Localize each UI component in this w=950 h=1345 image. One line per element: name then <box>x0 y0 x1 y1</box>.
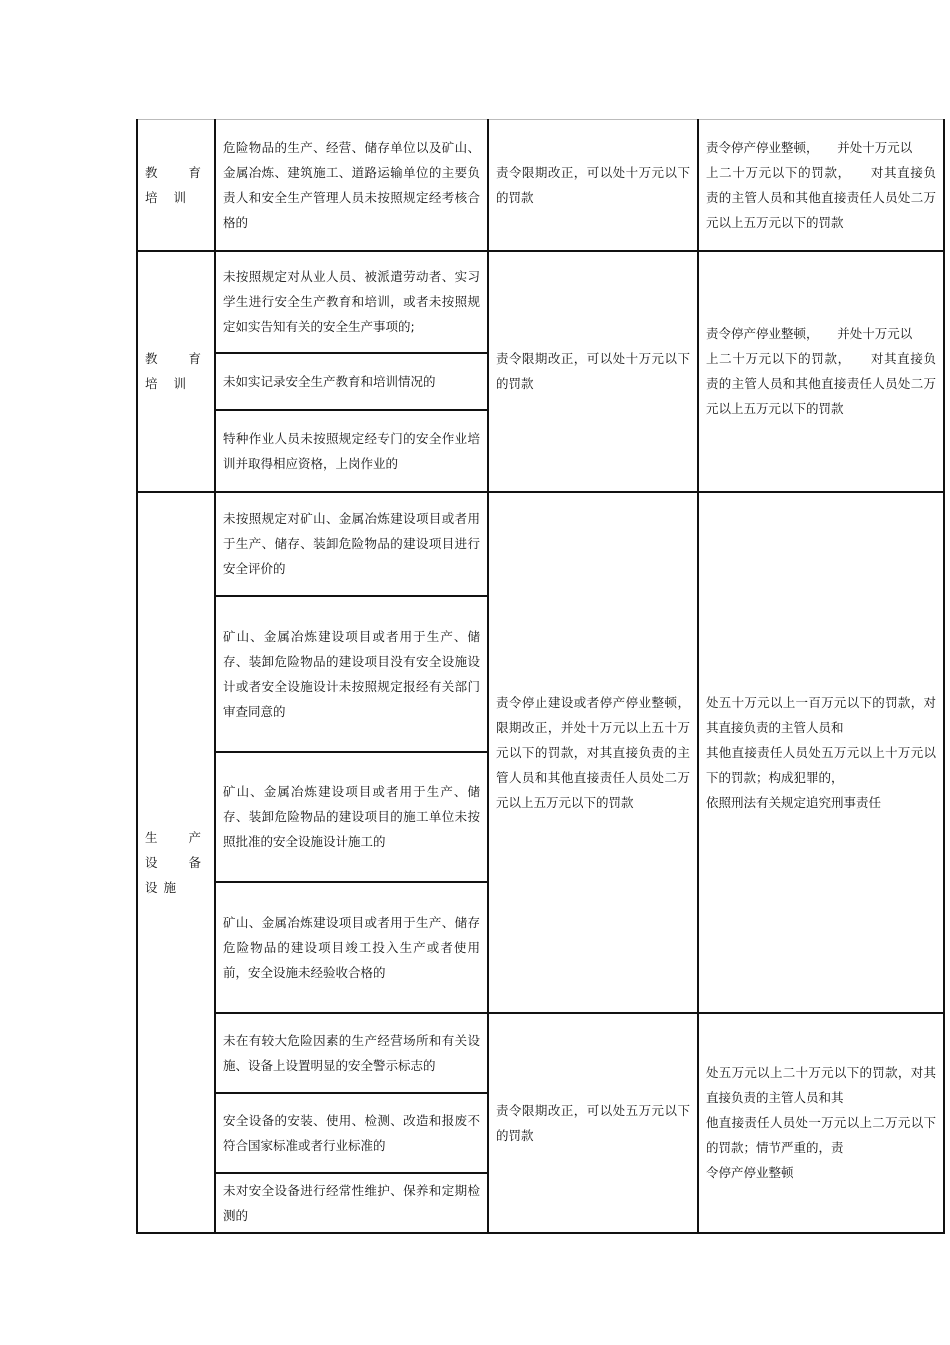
measure-cell: 责令限期改正，可以处五万元以下的罚款 <box>488 1013 698 1233</box>
category-cell: 生 产 设 备设施 <box>137 492 215 1233</box>
violation-cell: 未对安全设备进行经常性维护、保养和定期检测的 <box>215 1173 488 1233</box>
table-row <box>137 251 944 353</box>
penalty-line: 他直接责任人员处一万元以上二万元以下的罚款；情节严重的，责 <box>706 1115 936 1155</box>
table-row <box>137 492 944 596</box>
penalty-cell <box>698 492 944 1013</box>
penalty-table <box>136 119 945 1234</box>
violation-cell: 特种作业人员未按照规定经专门的安全作业培训并取得相应资格，上岗作业的 <box>215 410 488 492</box>
penalty-cell <box>698 251 944 492</box>
violation-cell: 安全设备的安装、使用、检测、改造和报废不符合国家标准或者行业标准的 <box>215 1093 488 1173</box>
violation-cell: 未按照规定对矿山、金属冶炼建设项目或者用于生产、储存、装卸危险物品的建设项目进行安全评价的 <box>215 492 488 596</box>
penalty-line: 令停产停业整顿 <box>706 1165 794 1180</box>
penalty-line: 处五万元以上二十万元以下的罚款，对其直接负责的主管人员和其 <box>706 1065 936 1105</box>
violation-cell: 矿山、金属冶炼建设项目或者用于生产、储存危险物品的建设项目竣工投入生产或者使用前，安全设施未经验收合格的 <box>215 882 488 1013</box>
violation-cell: 危险物品的生产、经营、储存单位以及矿山、金属冶炼、建筑施工、道路运输单位的主要负责人和安全生产管理人员未按照规定经考核合格的 <box>215 120 488 251</box>
measure-cell: 责令限期改正，可以处十万元以下的罚款 <box>488 251 698 492</box>
violation-cell: 未按照规定对从业人员、被派遣劳动者、实习学生进行安全生产教育和培训，或者未按照规定如实告知有关的安全生产事项的; <box>215 251 488 353</box>
penalty-line: 处五十万元以上一百万元以下的罚款，对其直接负责的主管人员和 <box>706 694 936 735</box>
violation-cell: 未如实记录安全生产教育和培训情况的 <box>215 353 488 410</box>
penalty-line: 责令停产停业整顿， 并处十万元以 <box>706 139 913 155</box>
table-row <box>137 1013 944 1093</box>
measure-cell: 责令停止建设或者停产停业整顿，限期改正，并处十万元以上五十万元以下的罚款，对其直接负责的主管人员和其他直接责任人员处二万元以上五万元以下的罚款 <box>488 492 698 1013</box>
penalty-cell <box>698 1013 944 1233</box>
penalty-line: 上二十万元以下的罚款， 对其直接负责的主管人员和其他直接责任人员处二万元以上五万元以下的罚款 <box>706 164 936 230</box>
category-cell: 教 育 培 训 <box>137 251 215 492</box>
penalty-cell <box>698 120 944 251</box>
violation-cell: 未在有较大危险因素的生产经营场所和有关设施、设备上设置明显的安全警示标志的 <box>215 1013 488 1093</box>
penalty-line: 责令停产停业整顿， 并处十万元以 <box>706 326 913 341</box>
violation-cell: 矿山、金属冶炼建设项目或者用于生产、储存、装卸危险物品的建设项目没有安全设施设计或者安全设施设计未按照规定报经有关部门审查同意的 <box>215 596 488 752</box>
table-row <box>137 120 944 251</box>
category-cell: 教 育 培 训 <box>137 120 215 251</box>
penalty-line: 依照刑法有关规定追究刑事责任 <box>706 794 882 810</box>
violation-cell: 矿山、金属冶炼建设项目或者用于生产、储存、装卸危险物品的建设项目的施工单位未按照批准的安全设施设计施工的 <box>215 752 488 882</box>
measure-cell: 责令限期改正，可以处十万元以下的罚款 <box>488 120 698 251</box>
penalty-line: 上二十万元以下的罚款， 对其直接负责的主管人员和其他直接责任人员处二万元以上五万元以下的罚款 <box>706 351 936 416</box>
penalty-line: 其他直接责任人员处五万元以上十万元以下的罚款；构成犯罪的， <box>706 744 936 785</box>
